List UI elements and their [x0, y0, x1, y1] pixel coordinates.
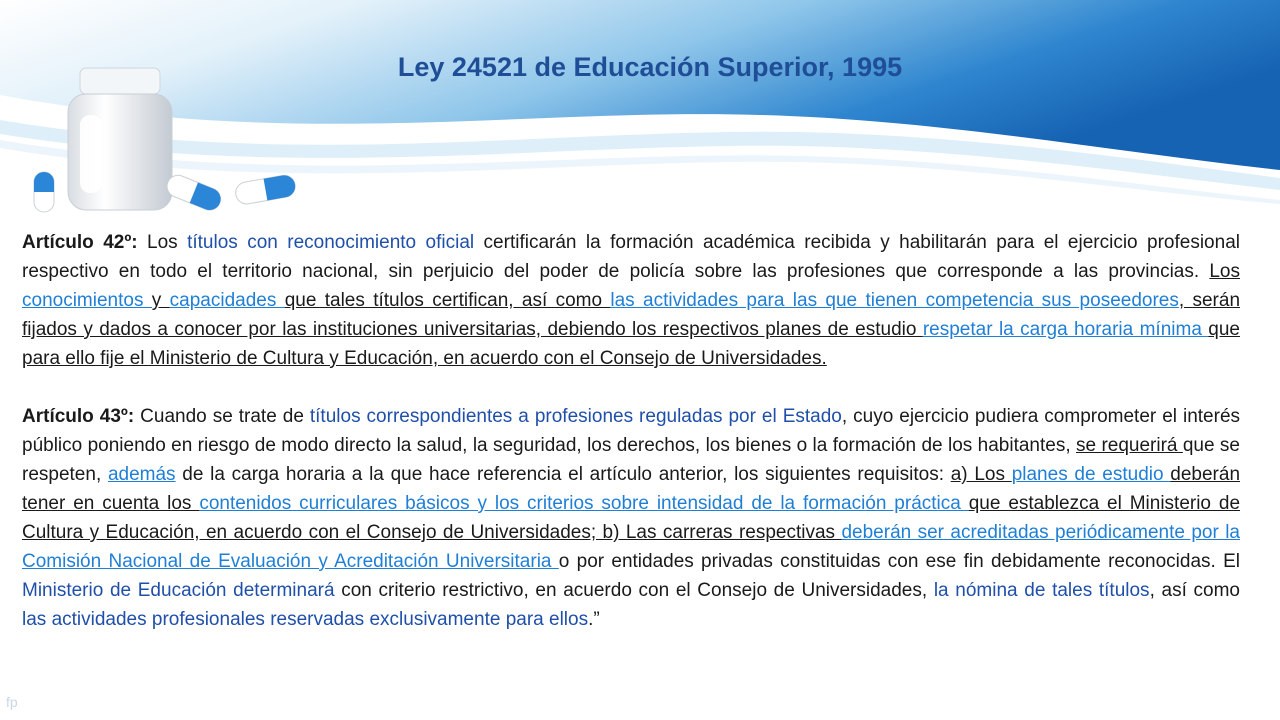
text-span: Cuando se trate de: [134, 406, 310, 427]
underlined-span: Los: [1209, 261, 1240, 282]
highlight-span: las actividades profesionales reservadas exclusivamente para ellos: [22, 609, 589, 630]
document-body: [22, 228, 1240, 634]
text-span: Los: [137, 232, 188, 253]
highlight-span: contenidos curriculares básicos y los criterios sobre intensidad de la formación práctica: [199, 493, 969, 514]
capsule-icon: [164, 172, 224, 213]
highlight-span: las actividades para las que tienen competencia sus poseedores: [610, 290, 1179, 311]
text-span: certificarán la formación académica recibida y habilitarán para el ejercicio profesional respectivo en todo el territorio nacional, sin perjuicio del poder de policía sobre las profesiones que corresponde a las provincias.: [22, 232, 1240, 282]
underlined-span: que para ello fije el Ministerio de Cultura y Educación, en acuerdo con el Consejo de Universidades.: [22, 319, 1240, 369]
highlight-span: títulos correspondientes a profesiones reguladas por el Estado: [309, 406, 842, 427]
underlined-span: a) Los: [950, 464, 1012, 485]
article-42-label: Artículo 42º:: [22, 232, 138, 253]
underlined-span: que tales títulos certifican, así como: [284, 290, 611, 311]
page-title: Ley 24521 de Educación Superior, 1995: [397, 52, 903, 82]
highlight-span: Ministerio de Educación determinará: [22, 580, 335, 601]
capsule-icon: [234, 174, 297, 206]
underlined-span: , serán fijados y dados a conocer por las instituciones universitarias, debiendo los respectivos planes de estudio: [22, 290, 1241, 340]
highlight-span: planes de estudio: [1011, 464, 1171, 485]
article-42-paragraph: [22, 228, 1240, 373]
highlight-span: además: [107, 464, 176, 485]
text-span: , cuyo ejercicio pudiera comprometer el interés público poniendo en riesgo de modo directo la salud, la seguridad, los derechos, los bienes o la formación de los habitantes,: [22, 406, 1241, 456]
article-43-label: Artículo 43º:: [22, 406, 135, 427]
text-span: .”: [588, 609, 600, 630]
underlined-span: se requerirá: [1076, 435, 1183, 456]
highlight-span: deberán ser acreditadas periódicamente por la Comisión Nacional de Evaluación y Acreditación Universitaria: [22, 522, 1241, 572]
underlined-span: y: [151, 290, 170, 311]
underlined-span: que establezca el Ministerio de Cultura y Educación, en acuerdo con el Consejo de Universidades; b) Las carreras respectivas: [22, 493, 1241, 543]
medicine-bottle-icon: [20, 60, 310, 220]
highlight-span: capacidades: [169, 290, 285, 311]
capsule-icon: [34, 172, 54, 212]
text-span: o por entidades privadas constituidas con ese fin debidamente reconocidas. El: [558, 551, 1240, 572]
highlight-span: conocimientos: [22, 290, 152, 311]
text-span: con criterio restrictivo, en acuerdo con el Consejo de Universidades,: [334, 580, 934, 601]
article-43-paragraph: [22, 402, 1240, 634]
underlined-span: deberán tener en cuenta los: [22, 464, 1241, 514]
text-span: , así como: [1149, 580, 1240, 601]
highlight-span: títulos con reconocimiento oficial: [187, 232, 475, 253]
text-span: que se respeten,: [22, 435, 1241, 485]
highlight-span: la nómina de tales títulos: [933, 580, 1150, 601]
highlight-span: respetar la carga horaria mínima: [922, 319, 1209, 340]
footer-watermark: fp: [6, 694, 18, 710]
text-span: de la carga horaria a la que hace referencia el artículo anterior, los siguientes requisitos:: [175, 464, 951, 485]
